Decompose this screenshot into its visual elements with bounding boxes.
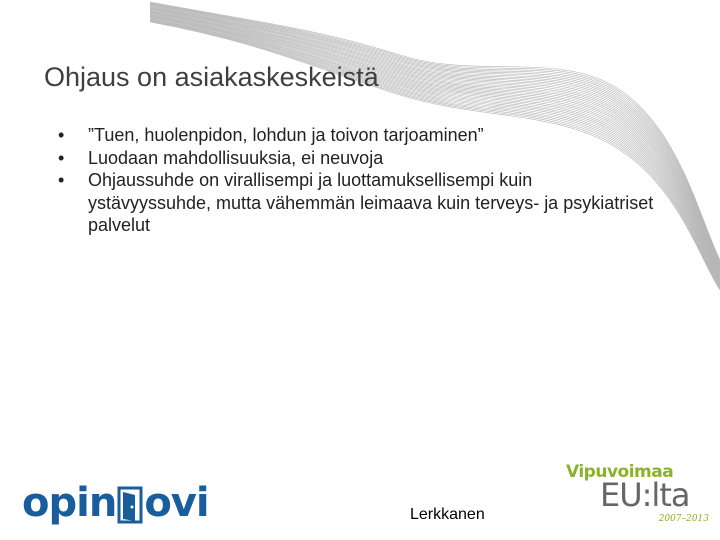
eu-logo — [566, 462, 711, 524]
eu-logo-main: EU:lta — [600, 476, 690, 514]
opinovi-logo — [22, 478, 209, 528]
bullet-text: Ohjaussuhde on virallisempi ja luottamuksellisempi kuin ystävyyssuhde, mutta vähemmän leimaava kuin terveys- ja psykiatriset palvelut — [88, 170, 654, 235]
logo-text-start: opin — [22, 480, 117, 526]
author-name: Lerkkanen — [410, 506, 485, 523]
bullet-marker: • — [58, 125, 65, 145]
door-icon — [117, 486, 143, 524]
eu-logo-top: Vipuvoimaa — [566, 462, 674, 482]
eu-logo-years: 2007–2013 — [658, 514, 709, 524]
slide-title: Ohjaus on asiakaskeskeistä — [44, 62, 379, 92]
bullet-item — [58, 124, 658, 147]
bullet-item — [58, 147, 658, 170]
bullet-marker: • — [58, 170, 65, 190]
logo-text-end: ovi — [144, 480, 209, 526]
bullet-marker: • — [58, 147, 65, 168]
bullet-text: ”Tuen, huolenpidon, lohdun ja toivon tarjoaminen” — [88, 125, 484, 145]
bullet-item — [58, 169, 658, 237]
bullet-list — [58, 124, 658, 237]
bullet-text: Luodaan mahdollisuuksia, ei neuvoja — [88, 147, 384, 168]
